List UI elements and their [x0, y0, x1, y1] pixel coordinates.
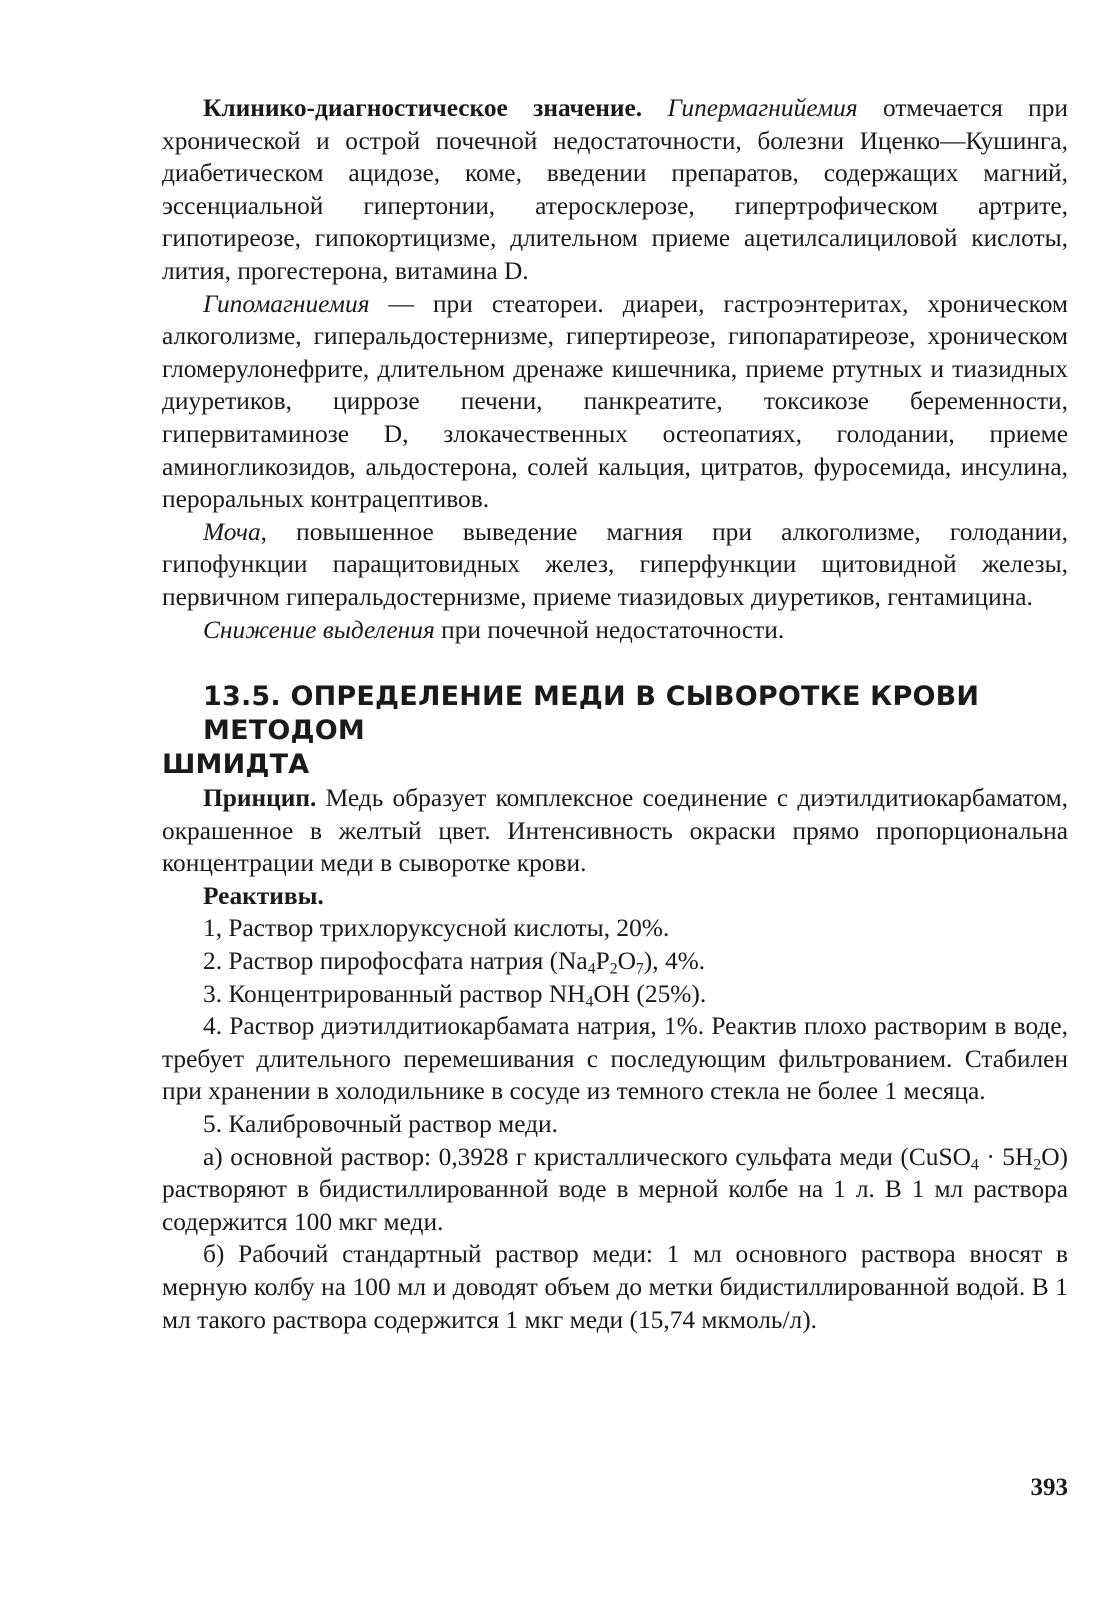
reagent-item-3 — [162, 978, 1068, 1011]
heading-line-1: 13.5. ОПРЕДЕЛЕНИЕ МЕДИ В СЫВОРОТКЕ КРОВИ МЕТОДОМ — [203, 681, 980, 747]
reagent-item-5a — [162, 1141, 1068, 1239]
paragraph-urine — [162, 516, 1068, 614]
paragraph-text: отмечается при хронической и острой почечной недостаточности, болезни Иценко—Кушинга, диабетическом ацидозе, коме, введении препаратов, содержащих магний, эссенциальной гипертонии, атеросклерозе, гипертрофическом артрите, гипотиреозе, гипокортицизме, длительном приеме ацетилсалициловой кислоты, лития, прогестерона, витамина D. — [162, 94, 1068, 285]
reagent-item-5b: б) Рабочий стандартный раствор меди: 1 мл основного раствора вносят в мерную колбу на 100 мл и доводят объем до метки бидистиллированной водой. В 1 мл такого раствора содержится 1 мкг меди (15,74 мкмоль/л). — [162, 1240, 1068, 1334]
page-content — [162, 92, 1068, 1336]
subscript: 2 — [1033, 1156, 1042, 1174]
paragraph-principle — [162, 782, 1068, 880]
reagents-title-text: Реактивы. — [203, 881, 324, 910]
paragraph-text: — при стеатореи. диареи, гастроэнтеритах, хроническом алкоголизме, гиперальдостернизме, гипертиреозе, гипопаратиреозе, хроническом гломерулонефрите, длительном дренаже кишечника, приеме ртутных и тиазидных диуретиков, циррозе печени, панкреатите, токсикозе беременности, гипервитаминозе D, злокачественных остеопатиях, голодании, приеме аминогликозидов, альдостерона, солей кальция, цитратов, фуросемида, инсулина, пероральных контрацептивов. — [162, 289, 1068, 514]
paragraph-hypomagnesemia — [162, 288, 1068, 516]
reagent-item-4: 4. Раствор диэтилдитиокарбамата натрия, 1%. Реактив плохо растворим в воде, требует длительного перемешивания с последующим фильтрованием. Стабилен при хранении в холодильнике в сосуде из темного стекла не более 1 месяца. — [162, 1012, 1068, 1106]
subscript: 7 — [635, 960, 644, 978]
term-decreased-excretion: Снижение выделения — [203, 615, 435, 644]
section-heading — [162, 680, 1068, 782]
reagent-item-1: 1, Раствор трихлоруксусной кислоты, 20%. — [203, 914, 670, 943]
reagent-text: O) растворяют в бидистиллированной воде в мерной колбе на 1 л. В 1 мл раствора содержится 100 мкг меди. — [162, 1142, 1069, 1236]
term-hypermagnesemia: Гипермагнийемия — [667, 94, 858, 122]
reagent-text: 3. Концентрированный раствор NH — [203, 979, 586, 1008]
reagent-text: ), 4%. — [643, 947, 706, 976]
bold-lead-principle: Принцип. — [203, 784, 317, 813]
reagent-text: P — [595, 947, 610, 976]
term-hypomagnesemia: Гипомагниемия — [203, 289, 370, 318]
subscript: 4 — [587, 960, 596, 978]
reagent-item-5: 5. Калибровочный раствор меди. — [203, 1110, 558, 1139]
bold-lead-clinical: Клинико-диагностическое значение. — [203, 94, 643, 122]
subscript: 2 — [609, 960, 618, 978]
reagent-text: · 5H — [978, 1142, 1034, 1171]
paragraph-text: , повышенное выведение магния при алкоголизме, голодании, гипофункции паращитовидных желез, гиперфункции щитовидной железы, первичном гиперальдостернизме, приеме тиазидовых диуретиков, гентамицина. — [162, 517, 1068, 611]
paragraph-decreased-excretion — [162, 614, 1068, 647]
reagent-text: а) основной раствор: 0,3928 г кристаллического сульфата меди (CuSO — [203, 1142, 971, 1171]
subscript: 4 — [970, 1156, 979, 1174]
reagents-title — [162, 880, 1068, 913]
term-urine: Моча — [203, 517, 261, 546]
reagent-text: O — [617, 947, 636, 976]
reagent-text: 2. Раствор пирофосфата натрия (Na — [203, 947, 588, 976]
paragraph-text: при почечной недостаточности. — [434, 615, 785, 644]
reagent-text: OH (25%). — [593, 979, 707, 1008]
heading-line-2: ШМИДТА — [162, 749, 310, 781]
page-number: 393 — [1030, 1474, 1068, 1501]
subscript: 4 — [585, 993, 594, 1011]
reagent-item-2 — [162, 945, 1068, 978]
paragraph-text: Медь образует комплексное соединение с диэтилдитиокарбаматом, окрашенное в желтый цвет. Интенсивность окраски прямо пропорциональна концентрации меди в сыворотке крови. — [162, 784, 1068, 878]
paragraph-clinical-significance — [162, 92, 1068, 288]
